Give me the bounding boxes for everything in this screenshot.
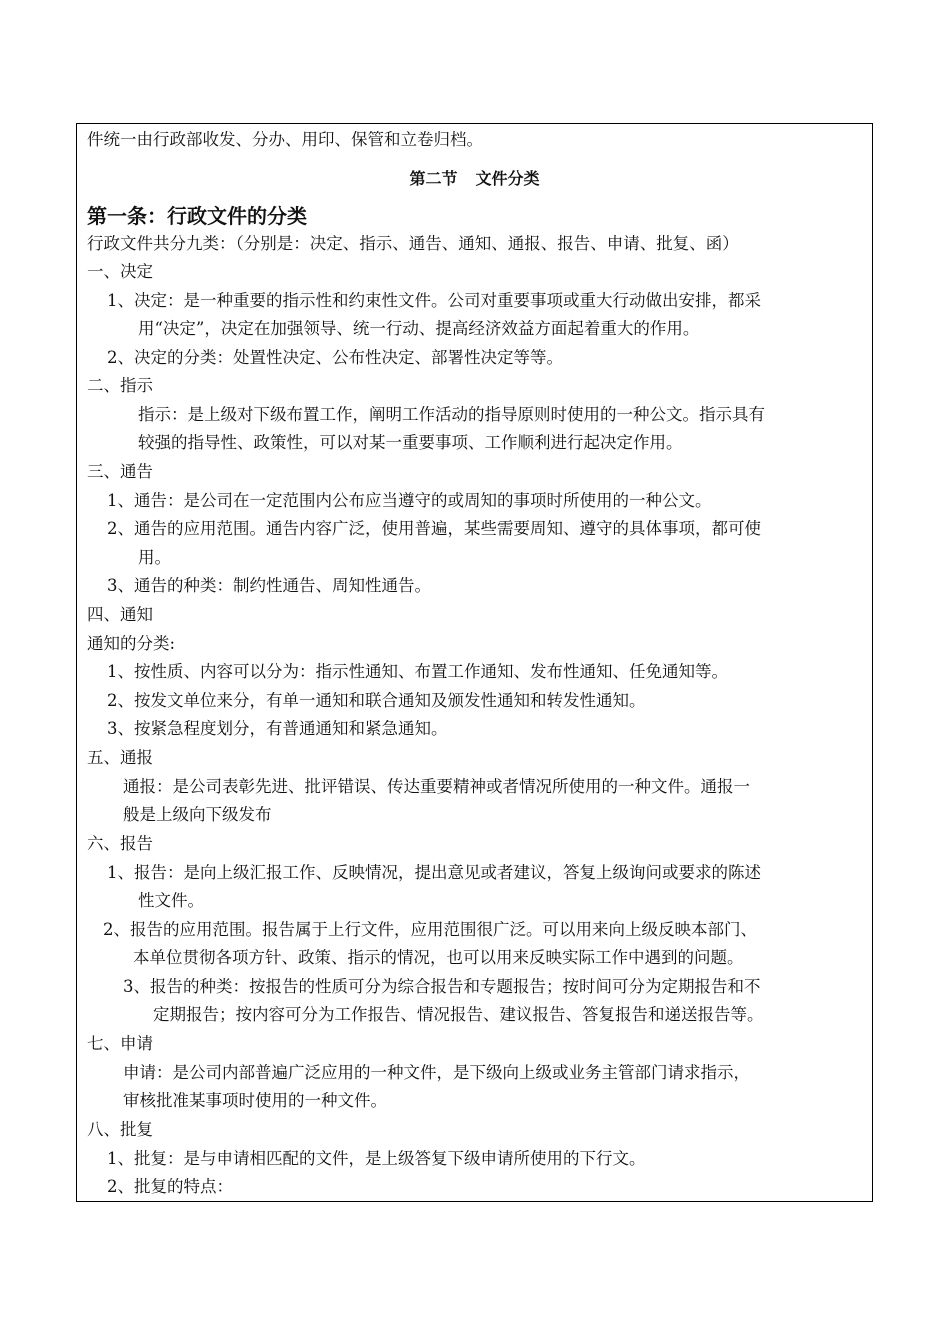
body-line: 3、报告的种类：按报告的性质可分为综合报告和专题报告；按时间可分为定期报告和不 (123, 977, 761, 996)
body-line: 通报：是公司表彰先进、批评错误、传达重要精神或者情况所使用的一种文件。通报一 (123, 777, 750, 796)
category-heading: 七、申请 (87, 1034, 153, 1053)
lead-paragraph: 行政文件共分九类：（分别是：决定、指示、通告、通知、通报、报告、申请、批复、函） (87, 234, 739, 253)
body-line: 审核批准某事项时使用的一种文件。 (123, 1091, 387, 1110)
category-heading: 二、指示 (87, 376, 153, 395)
category-heading: 八、批复 (87, 1120, 153, 1139)
article-title: 第一条：行政文件的分类 (87, 204, 307, 228)
category-heading: 一、决定 (87, 262, 153, 281)
body-line: 1、决定：是一种重要的指示性和约束性文件。公司对重要事项或重大行动做出安排，都采 (107, 291, 761, 310)
body-line: 用“决定”，决定在加强领导、统一行动、提高经济效益方面起着重大的作用。 (138, 319, 700, 338)
body-line: 指示：是上级对下级布置工作，阐明工作活动的指导原则时使用的一种公文。指示具有 (138, 405, 765, 424)
category-heading: 六、报告 (87, 834, 153, 853)
body-line: 2、按发文单位来分，有单一通知和联合通知及颁发性通知和转发性通知。 (107, 691, 646, 710)
body-line: 3、按紧急程度划分，有普通通知和紧急通知。 (107, 719, 448, 738)
intro-line: 件统一由行政部收发、分办、用印、保管和立卷归档。 (87, 130, 483, 149)
body-line: 3、通告的种类：制约性通告、周知性通告。 (107, 576, 431, 595)
body-line: 通知的分类: (87, 634, 176, 653)
body-line: 1、批复：是与申请相匹配的文件，是上级答复下级申请所使用的下行文。 (107, 1149, 646, 1168)
body-line: 较强的指导性、政策性，可以对某一重要事项、工作顺利进行起决定作用。 (138, 433, 683, 452)
body-line: 本单位贯彻各项方针、政策、指示的情况，也可以用来反映实际工作中遇到的问题。 (133, 948, 744, 967)
body-line: 用。 (138, 548, 171, 567)
category-heading: 四、通知 (87, 605, 153, 624)
category-heading: 五、通报 (87, 748, 153, 767)
body-line: 2、通告的应用范围。通告内容广泛，使用普遍，某些需要周知、遵守的具体事项，都可使 (107, 519, 761, 538)
body-line: 1、按性质、内容可以分为：指示性通知、布置工作通知、发布性通知、任免通知等。 (107, 662, 728, 681)
body-line: 性文件。 (138, 891, 204, 910)
category-heading: 三、通告 (87, 462, 153, 481)
body-line: 1、报告：是向上级汇报工作、反映情况，提出意见或者建议，答复上级询问或要求的陈述 (107, 863, 761, 882)
section-title: 文件分类 (475, 169, 540, 188)
body-line: 般是上级向下级发布 (123, 805, 272, 824)
body-line: 2、批复的特点： (107, 1177, 233, 1196)
section-number: 第二节 (409, 169, 458, 188)
body-line: 2、报告的应用范围。报告属于上行文件，应用范围很广泛。可以用来向上级反映本部门、 (103, 920, 757, 939)
document-frame (76, 123, 873, 1202)
section-heading (77, 169, 872, 189)
body-line: 申请：是公司内部普遍广泛应用的一种文件，是下级向上级或业务主管部门请求指示， (123, 1063, 750, 1082)
body-line: 2、决定的分类：处置性决定、公布性决定、部署性决定等等。 (107, 348, 563, 367)
body-line: 定期报告；按内容可分为工作报告、情况报告、建议报告、答复报告和递送报告等。 (153, 1005, 764, 1024)
body-line: 1、通告：是公司在一定范围内公布应当遵守的或周知的事项时所使用的一种公文。 (107, 491, 712, 510)
